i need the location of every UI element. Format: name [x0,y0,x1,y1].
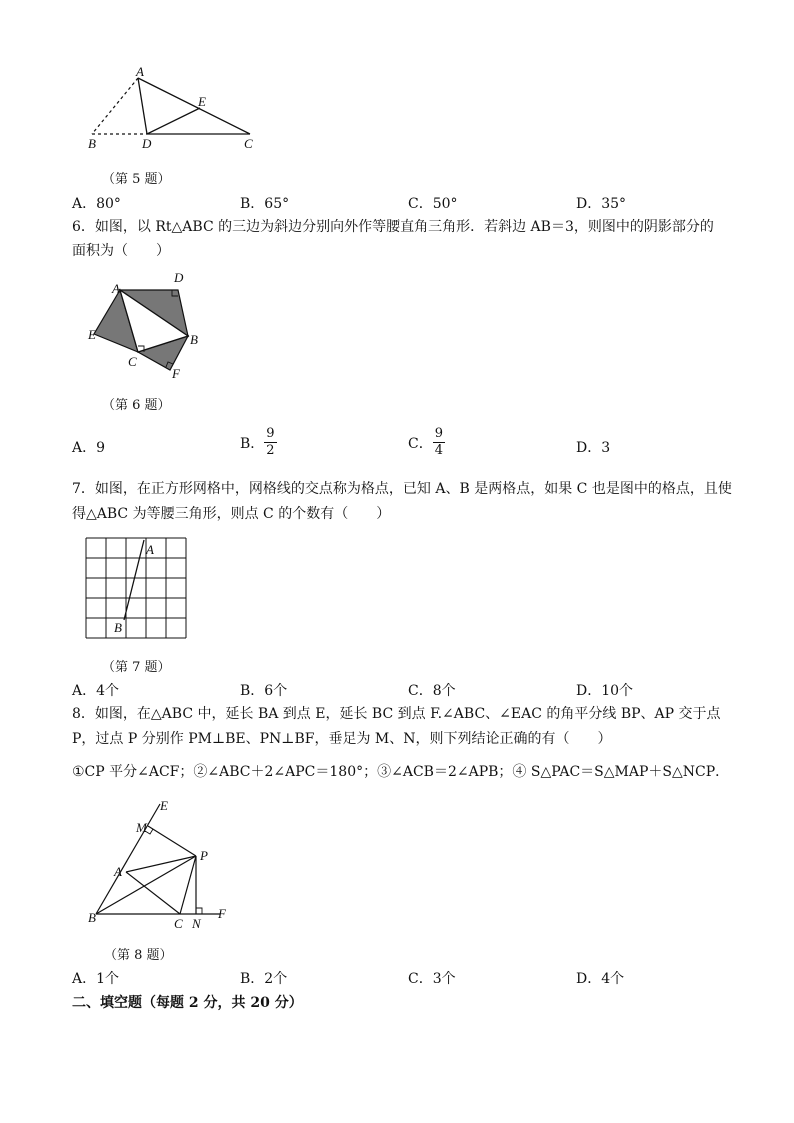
fig7-label-a: A [146,542,154,557]
q8-option-c: C．3个 [408,971,456,987]
q6-option-c-denominator: 4 [434,443,443,458]
figure-5 [80,62,270,157]
q8-stem-line2: P，过点 P 分别作 PM⊥BE、PN⊥BF，垂足为 M、N，则下列结论正确的有（ ） [72,731,612,747]
q8-option-a: A．1个 [72,971,120,987]
q6-option-b-prefix: B． [240,435,265,452]
fig7-label-b: B [114,620,122,635]
fig8-label-c: C [174,916,183,931]
figure-8 [84,798,244,938]
fig8-label-f: F [218,906,226,921]
q5-option-b: B．65° [240,196,290,212]
fig5-caption: （第 5 题） [102,172,171,187]
q8-option-b: B．2个 [240,971,288,987]
fig6-label-d: D [174,270,184,285]
q6-option-c-prefix: C． [408,435,433,452]
q6-option-b [240,426,277,459]
q5-option-d: D．35° [576,196,627,212]
q7-option-c: C．8个 [408,683,456,699]
q6-option-c-numerator: 9 [434,426,443,441]
fig6-label-c: C [128,354,137,369]
fig8-label-a: A [114,864,122,879]
fig5-label-d: D [142,136,152,151]
fig7-caption: （第 7 题） [102,660,171,675]
fig5-label-a: A [136,64,144,79]
q6-option-b-fraction [264,426,276,459]
q6-option-c [408,426,445,459]
fig6-label-f: F [172,366,180,381]
q6-option-d: D．3 [576,440,611,456]
fig8-label-b: B [88,910,96,925]
q6-option-a: A．9 [72,440,106,456]
q8-conclusions: ①CP 平分∠ACF；②∠ABC＋2∠APC＝180°；③∠ACB＝2∠APB；④ S△PAC＝S△MAP＋S△NCP． [72,764,730,780]
q7-option-a: A．4个 [72,683,120,699]
q7-option-d: D．10个 [576,683,634,699]
figure-6 [82,266,212,384]
fig5-label-c: C [244,136,253,151]
q8-option-d: D．4个 [576,971,625,987]
fig5-label-e: E [198,94,206,109]
fig6-caption: （第 6 题） [102,398,171,413]
fig8-label-p: P [200,848,208,863]
fig8-label-n: N [192,916,201,931]
fig6-label-a: A [112,281,120,296]
q7-stem-line1: 7．如图，在正方形网格中，网格线的交点称为格点，已知 A、B 是两格点，如果 C 也是图中的格点，且使 [72,481,732,497]
q8-stem-line1: 8．如图，在△ABC 中，延长 BA 到点 E，延长 BC 到点 F.∠ABC、∠EAC 的角平分线 BP、AP 交于点 [72,706,721,722]
figure-7-grid [84,536,188,642]
section-2-heading: 二、填空题（每题 2 分，共 20 分） [72,995,303,1011]
fig8-label-m: M [136,820,147,835]
q6-option-c-fraction [433,426,445,459]
q6-option-b-denominator: 2 [266,443,275,458]
fig8-label-e: E [160,798,168,813]
q5-option-c: C．50° [408,196,458,212]
fig5-label-b: B [88,136,96,151]
q7-stem-line2: 得△ABC 为等腰三角形，则点 C 的个数有（ ） [72,506,391,522]
q7-option-b: B．6个 [240,683,288,699]
fig6-label-b: B [190,332,198,347]
q5-option-a: A．80° [72,196,121,212]
fig6-label-e: E [88,327,96,342]
q6-option-b-numerator: 9 [266,426,275,441]
q6-stem-line1: 6．如图，以 Rt△ABC 的三边为斜边分别向外作等腰直角三角形．若斜边 AB＝3，则图中的阴影部分的 [72,219,714,235]
q6-stem-line2: 面积为（ ） [72,243,170,259]
fig8-caption: （第 8 题） [104,948,173,963]
